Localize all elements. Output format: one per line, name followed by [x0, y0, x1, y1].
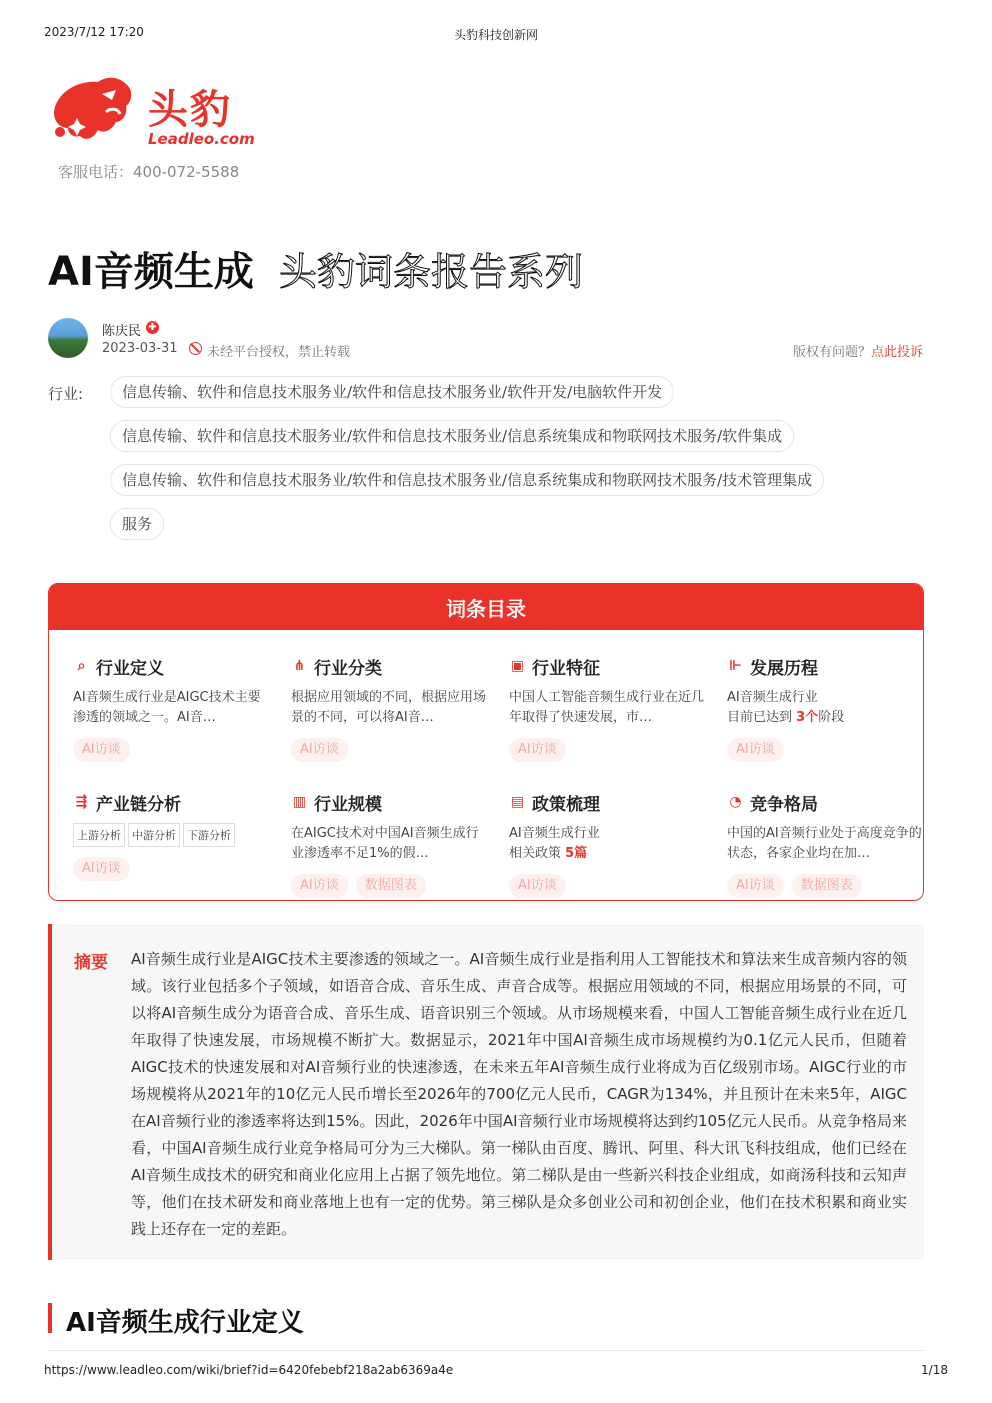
chip-icon: ▣	[510, 658, 525, 674]
toc-item-title: 政策梳理	[532, 795, 600, 815]
print-footer-url: https://www.leadleo.com/wiki/brief?id=6420febebf218a2ab6369a4e	[44, 1363, 454, 1377]
desc-prefix: 目前已达到	[727, 710, 797, 725]
toc-item-policy[interactable]	[509, 790, 709, 898]
toc-item-desc: AI音频生成行业是AIGC技术主要渗透的领域之一。AI音…	[73, 690, 261, 725]
industry-tag[interactable]: 信息传输、软件和信息技术服务业/软件和信息技术服务业/信息系统集成和物联网技术服务/软件集成	[110, 420, 794, 452]
publish-date: 2023-03-31	[102, 341, 178, 356]
author-avatar[interactable]	[48, 318, 88, 358]
ai-interview-pill[interactable]: AI访谈	[291, 874, 348, 898]
toc-item-desc: 在AIGC技术对中国AI音频生成行业渗透率不足1%的假…	[291, 826, 479, 861]
section-divider	[48, 1350, 924, 1351]
service-phone: 客服电话：400-072-5588	[58, 163, 240, 181]
toc-item-competition[interactable]	[727, 790, 924, 898]
toc-item-desc-line1: AI音频生成行业	[509, 826, 600, 841]
toc-header	[49, 584, 923, 630]
data-chart-pill[interactable]: 数据图表	[356, 874, 426, 898]
complaint-prompt: 版权有问题？	[792, 345, 871, 360]
brand-name: 头豹	[148, 87, 232, 133]
no-repost-icon	[189, 342, 202, 355]
ai-interview-pill[interactable]: AI访谈	[727, 874, 784, 898]
verified-badge-icon: ✚	[146, 321, 159, 334]
ai-interview-pill[interactable]: AI访谈	[727, 738, 784, 762]
toc-item-chain[interactable]	[73, 790, 273, 881]
policy-count: 5篇	[565, 846, 588, 861]
toc-item-desc: 中国的AI音频行业处于高度竞争的状态，各家企业均在加…	[727, 826, 922, 861]
desc-prefix: 相关政策	[509, 846, 566, 861]
ai-interview-pill[interactable]: AI访谈	[509, 738, 566, 762]
toc-panel	[48, 583, 924, 901]
toc-item-desc-line2	[509, 844, 709, 864]
print-site-title: 头豹科技创新网	[453, 28, 538, 42]
ai-interview-pill[interactable]: AI访谈	[291, 738, 348, 762]
print-datetime: 2023/7/12 17:20	[44, 25, 144, 39]
stage-count: 3个	[796, 710, 819, 725]
complaint-area	[793, 341, 923, 360]
toc-item-title: 行业定义	[96, 659, 164, 679]
toc-item-desc	[727, 688, 924, 728]
bar-chart-icon: ▥	[292, 794, 307, 810]
toc-item-title: 行业分类	[314, 659, 382, 679]
toc-title: 词条目录	[446, 597, 526, 621]
summary-text: AI音频生成行业是AIGC技术主要渗透的领域之一。AI音频生成行业是指利用人工智能技术和算法来生成音频内容的领域。该行业包括多个子领域，如语音合成、音乐生成、声音合成等。根据应用领域的不同，根据应用场景的不同，可以将AI音频生成分为语音合成、音乐生成、语音识别三个领域。从市场规模来看，中国人工智能音频生成行业在近几年取得了快速发展，市场规模不断扩大。数据显示，2021年中国AI音频生成市场规模约为0.1亿元人民币，但随着AIGC技术的快速发展和对AI音频行业的快速渗透，在未来五年AI音频生成行业将成为百亿级别市场。AIGC行业的市场规模将从2021年的10亿元人民币增长至2026年的700亿元人民币，CAGR为134%，并且预计在未来5年，AIGC在AI音频行业的渗透率将达到15%。因此，2026年中国AI音频行业市场规模将达到约105亿元人民币。从竞争格局来看，中国AI音频生成行业竞争格局可分为三大梯队。第一梯队由百度、腾讯、阿里、科大讯飞科技组成，他们已经在AI音频生成技术的研究和商业化应用上占据了领先地位。第二梯队是由一些新兴科技企业组成，如商汤科技和云知声等，他们在技术研发和商业落地上也有一定的优势。第三梯队是众多创业公司和初创企业，他们在技术积累和商业实践上还存在一定的差距。	[131, 950, 907, 1238]
industry-tag[interactable]: 信息传输、软件和信息技术服务业/软件和信息技术服务业/软件开发/电脑软件开发	[110, 376, 674, 408]
toc-item-desc-line2	[727, 708, 924, 728]
author-name[interactable]: 陈庆民	[102, 324, 142, 339]
hierarchy-icon: ⋔	[293, 658, 306, 674]
report-series: 头豹词条报告系列	[278, 250, 583, 294]
brand-domain: Leadleo.com	[148, 130, 255, 148]
print-footer-page: 1/18	[921, 1363, 948, 1377]
industry-tag[interactable]: 信息传输、软件和信息技术服务业/软件和信息技术服务业/信息系统集成和物联网技术服务/技术管理集成	[110, 464, 824, 496]
section-title: AI音频生成行业定义	[66, 1308, 304, 1338]
ai-interview-pill[interactable]: AI访谈	[73, 857, 130, 881]
industry-tag[interactable]: 服务	[110, 508, 164, 540]
pie-icon: ◔	[729, 794, 742, 810]
ai-interview-pill[interactable]: AI访谈	[73, 738, 130, 762]
summary-box	[48, 924, 924, 1260]
chain-icon: ⇶	[75, 794, 88, 810]
industry-label: 行业:	[48, 385, 84, 403]
toc-item-desc-line1: AI音频生成行业	[727, 690, 818, 705]
toc-item-features[interactable]	[509, 654, 709, 762]
toc-item-desc: 中国人工智能音频生成行业在近几年取得了快速发展，市…	[509, 690, 705, 725]
toc-item-history[interactable]	[727, 654, 924, 762]
toc-item-classification[interactable]	[291, 654, 491, 762]
search-doc-icon: ⌕	[77, 658, 86, 674]
timeline-icon: ⊩	[729, 658, 742, 674]
report-title-row	[48, 240, 583, 297]
toc-item-title: 行业特征	[532, 659, 600, 679]
toc-item-scale[interactable]	[291, 790, 491, 898]
data-chart-pill[interactable]: 数据图表	[792, 874, 862, 898]
toc-item-desc	[509, 824, 709, 864]
copyright-notice: 未经平台授权，禁止转载	[207, 345, 351, 360]
complaint-link[interactable]: 点此投诉	[870, 345, 923, 360]
report-title: AI音频生成	[48, 249, 254, 295]
section-accent-bar	[48, 1303, 52, 1333]
toc-item-title: 行业规模	[314, 795, 382, 815]
toc-item-title: 竞争格局	[750, 795, 818, 815]
policy-doc-icon: ▤	[510, 794, 525, 810]
desc-suffix: 阶段	[818, 710, 845, 725]
chain-tag-midstream[interactable]: 中游分析	[128, 823, 180, 847]
toc-item-desc: 根据应用领域的不同，根据应用场景的不同，可以将AI音…	[291, 690, 487, 725]
chain-tag-downstream[interactable]: 下游分析	[183, 823, 235, 847]
toc-item-title: 发展历程	[750, 659, 818, 679]
toc-item-definition[interactable]	[73, 654, 273, 762]
toc-item-title: 产业链分析	[96, 795, 181, 815]
summary-label: 摘要	[74, 953, 108, 973]
chain-tag-upstream[interactable]: 上游分析	[73, 823, 125, 847]
chain-tags	[73, 823, 273, 847]
ai-interview-pill[interactable]: AI访谈	[509, 874, 566, 898]
